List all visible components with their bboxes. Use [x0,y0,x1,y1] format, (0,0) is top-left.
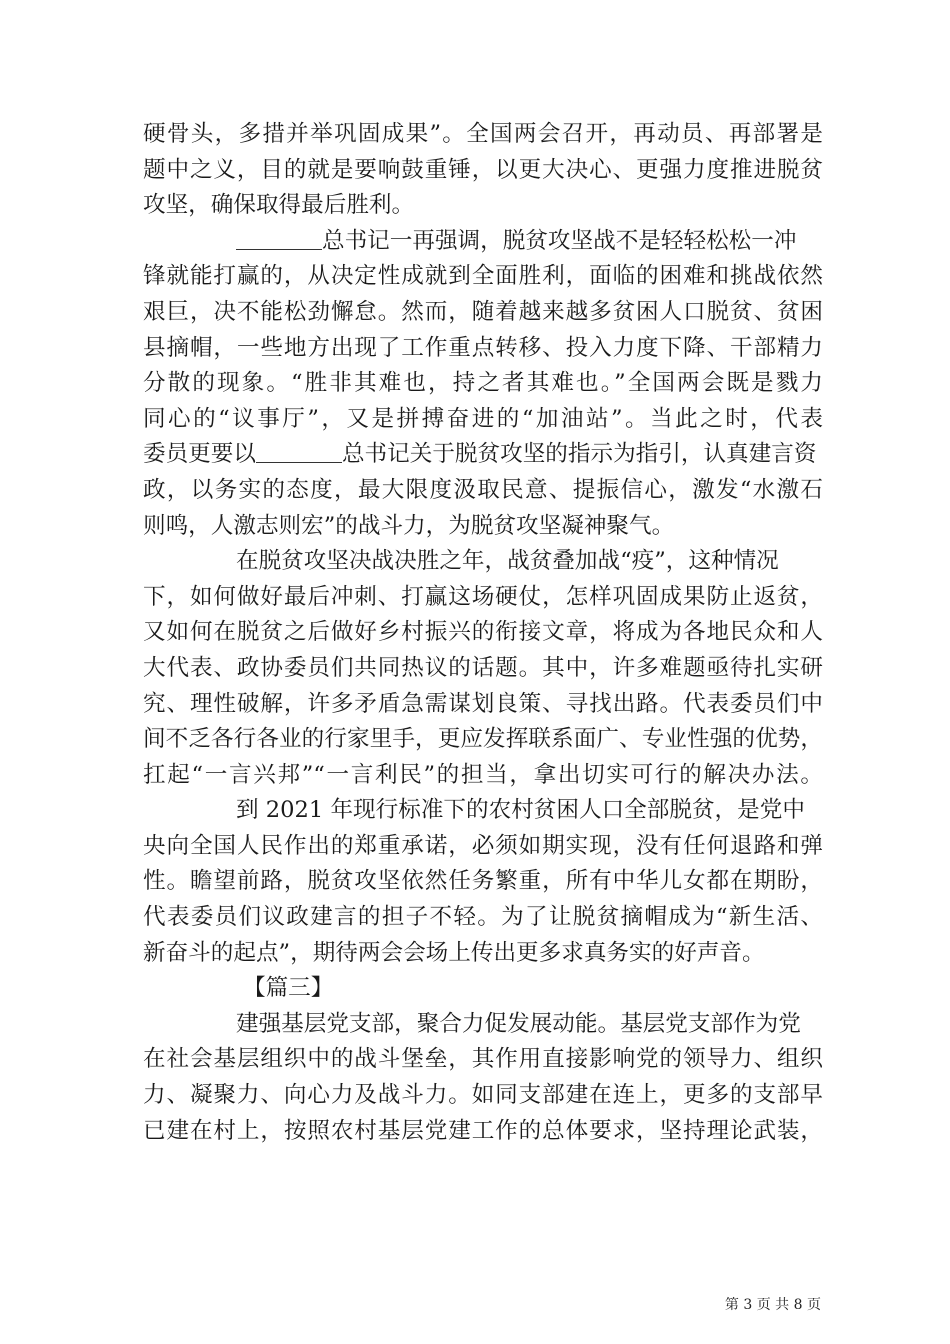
line-text: 委员更要以 [143,441,256,468]
body-text [143,117,823,1149]
page-number-footer: 第 3 页 共 8 页 [724,1297,821,1313]
text-line: 扛起“一言兴邦”“一言利民”的担当，拿出切实可行的解决办法。 [143,761,823,788]
text-line: 题中之义，目的就是要响鼓重锤，以更大决心、更强力度推进脱贫 [143,156,823,183]
line-text: 总书记一再强调，脱贫攻坚战不是轻轻松松一冲 [322,227,797,254]
text-line: 性。瞻望前路，脱贫攻坚依然任务繁重，所有中华儿女都在期盼， [143,868,823,895]
text-line: 政，以务实的态度，最大限度汲取民意、提振信心，激发“水激石 [143,476,823,503]
text-line: 代表委员们议政建言的担子不轻。为了让脱贫摘帽成为“新生活、 [143,904,823,931]
text-line: 究、理性破解，许多矛盾急需谋划良策、寻找出路。代表委员们中 [143,690,823,717]
text-line: 分散的现象。“胜非其难也，持之者其难也。”全国两会既是戮力 [143,370,823,397]
text-line: 下，如何做好最后冲刺、打赢这场硬仗，怎样巩固成果防止返贫， [143,583,823,610]
text-line: 硬骨头，多措并举巩固成果”。全国两会召开，再动员、再部署是 [143,121,823,147]
blank-underline [256,438,342,463]
text-line: 又如何在脱贫之后做好乡村振兴的衔接文章，将成为各地民众和人 [143,619,823,646]
text-line: 央向全国人民作出的郑重承诺，必须如期实现，没有任何退路和弹 [143,832,823,859]
text-line: 到 2021 年现行标准下的农村贫困人口全部脱贫，是党中 [236,797,805,824]
text-line [143,437,823,473]
text-line [143,224,823,260]
text-line: 艰巨，决不能松劲懈怠。然而，随着越来越多贫困人口脱贫、贫困 [143,298,823,325]
text-line: 县摘帽，一些地方出现了工作重点转移、投入力度下降、干部精力 [143,334,823,361]
text-line: 建强基层党支部，聚合力促发展动能。基层党支部作为党 [236,1010,801,1037]
text-line: 在社会基层组织中的战斗堡垒，其作用直接影响党的领导力、组织 [143,1046,823,1073]
line-text: 总书记关于脱贫攻坚的指示为指引，认真建言资 [341,441,817,468]
text-line: 【篇三】 [243,975,334,1002]
text-line: 力、凝聚力、向心力及战斗力。如同支部建在连上，更多的支部早 [143,1082,823,1109]
text-line: 在脱贫攻坚决战决胜之年，战贫叠加战“疫”，这种情况 [236,548,779,575]
blank-underline [236,225,322,250]
text-line: 大代表、政协委员们共同热议的话题。其中，许多难题亟待扎实研 [143,654,823,681]
text-line: 间不乏各行各业的行家里手，更应发挥联系面广、专业性强的优势， [143,726,823,753]
text-line: 则鸣，人激志则宏”的战斗力，为脱贫攻坚凝神聚气。 [143,512,675,539]
text-line: 新奋斗的起点”，期待两会会场上传出更多求真务实的好声音。 [143,939,765,966]
text-line: 已建在村上，按照农村基层党建工作的总体要求，坚持理论武装， [143,1117,823,1144]
text-line: 同心的“议事厅”，又是拼搏奋进的“加油站”。当此之时，代表 [143,405,823,432]
text-line: 锋就能打赢的，从决定性成就到全面胜利，面临的困难和挑战依然 [143,263,823,290]
text-line: 攻坚，确保取得最后胜利。 [143,192,415,219]
